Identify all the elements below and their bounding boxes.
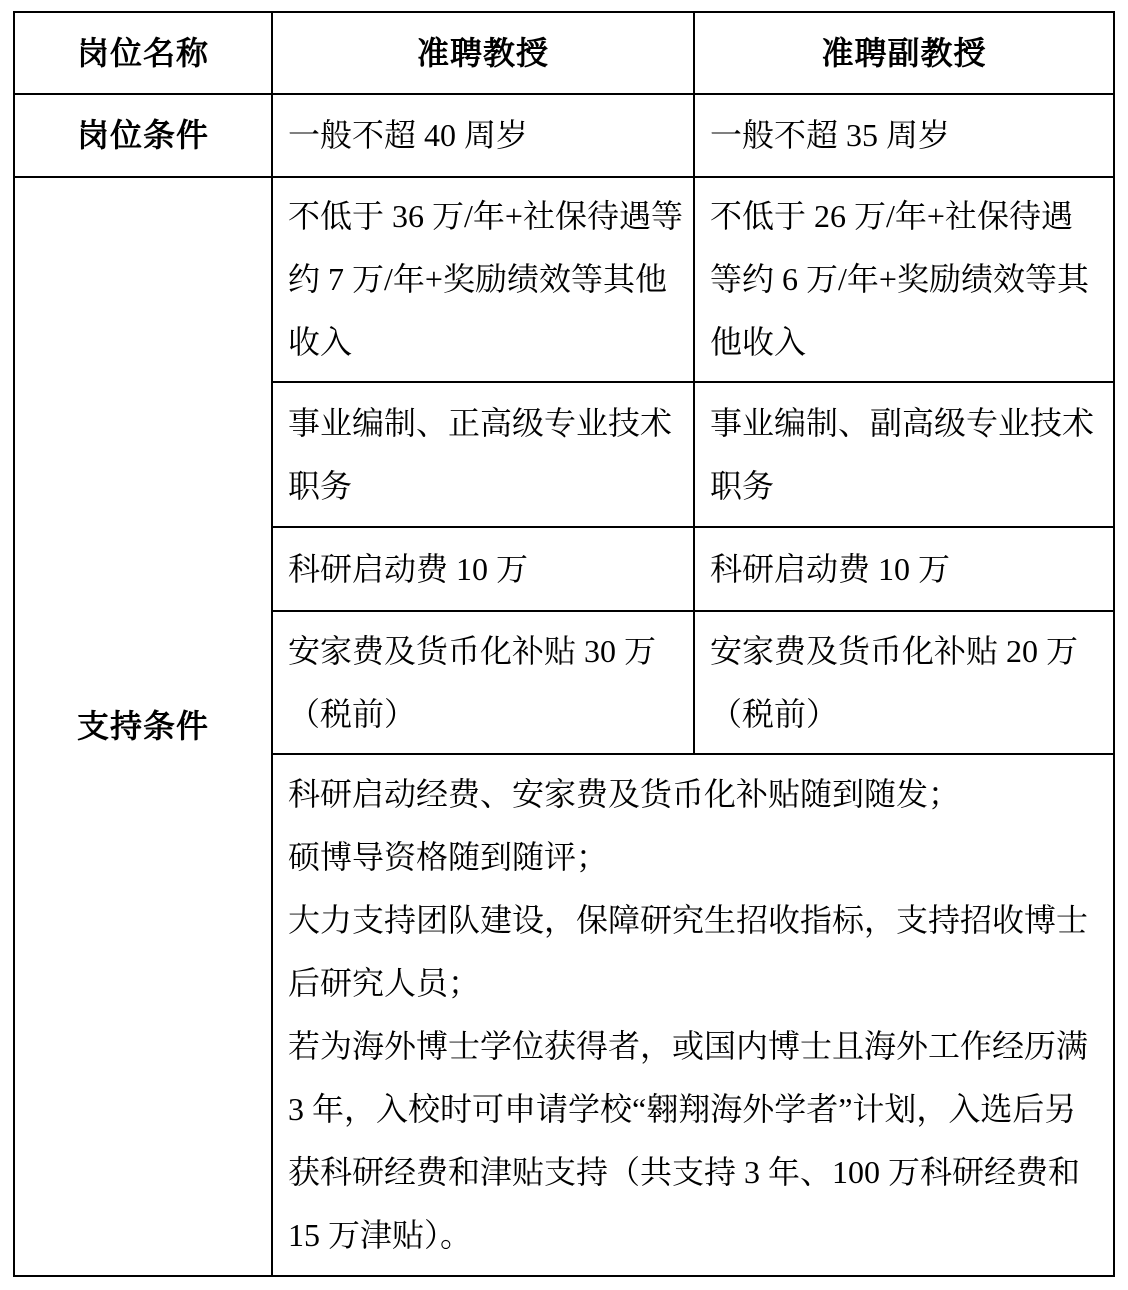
shared-support-notes-cell <box>272 754 1114 1276</box>
salary-professor-cell: 不低于 36 万/年+社保待遇等约 7 万/年+奖励绩效等其他收入 <box>272 177 694 382</box>
note-paragraph-overseas-scholar-plan: 若为海外博士学位获得者，或国内博士且海外工作经历满 3 年，入校时可申请学校“翱翔海外学者”计划，入选后另获科研经费和津贴支持（共支持 3 年、100 万科研经费和 15 万津贴）。 <box>288 1028 1089 1253</box>
note-paragraph-disbursement: 科研启动经费、安家费及货币化补贴随到随发； <box>288 776 961 812</box>
salary-row <box>14 177 1114 382</box>
header-cell-position-name: 岗位名称 <box>14 12 272 94</box>
settling-allowance-professor-cell: 安家费及货币化补贴 30 万（税前） <box>272 611 694 754</box>
research-fund-professor-cell: 科研启动费 10 万 <box>272 527 694 611</box>
position-condition-associate-cell: 一般不超 35 周岁 <box>694 94 1114 177</box>
establishment-professor-cell: 事业编制、正高级专业技术职务 <box>272 382 694 527</box>
table-header-row <box>14 12 1114 94</box>
research-fund-associate-cell: 科研启动费 10 万 <box>694 527 1114 611</box>
establishment-associate-cell: 事业编制、副高级专业技术职务 <box>694 382 1114 527</box>
header-cell-associate-professor: 准聘副教授 <box>694 12 1114 94</box>
recruitment-conditions-table <box>13 11 1115 1277</box>
position-condition-label-cell: 岗位条件 <box>14 94 272 177</box>
position-condition-row <box>14 94 1114 177</box>
settling-allowance-associate-cell: 安家费及货币化补贴 20 万（税前） <box>694 611 1114 754</box>
position-condition-professor-cell: 一般不超 40 周岁 <box>272 94 694 177</box>
salary-associate-cell: 不低于 26 万/年+社保待遇等约 6 万/年+奖励绩效等其他收入 <box>694 177 1114 382</box>
support-condition-label-cell: 支持条件 <box>14 177 272 1276</box>
header-cell-professor: 准聘教授 <box>272 12 694 94</box>
note-paragraph-supervisor-qualification: 硕博导资格随到随评； <box>288 839 609 875</box>
note-paragraph-team-building: 大力支持团队建设，保障研究生招收指标，支持招收博士后研究人员； <box>288 902 1089 1001</box>
